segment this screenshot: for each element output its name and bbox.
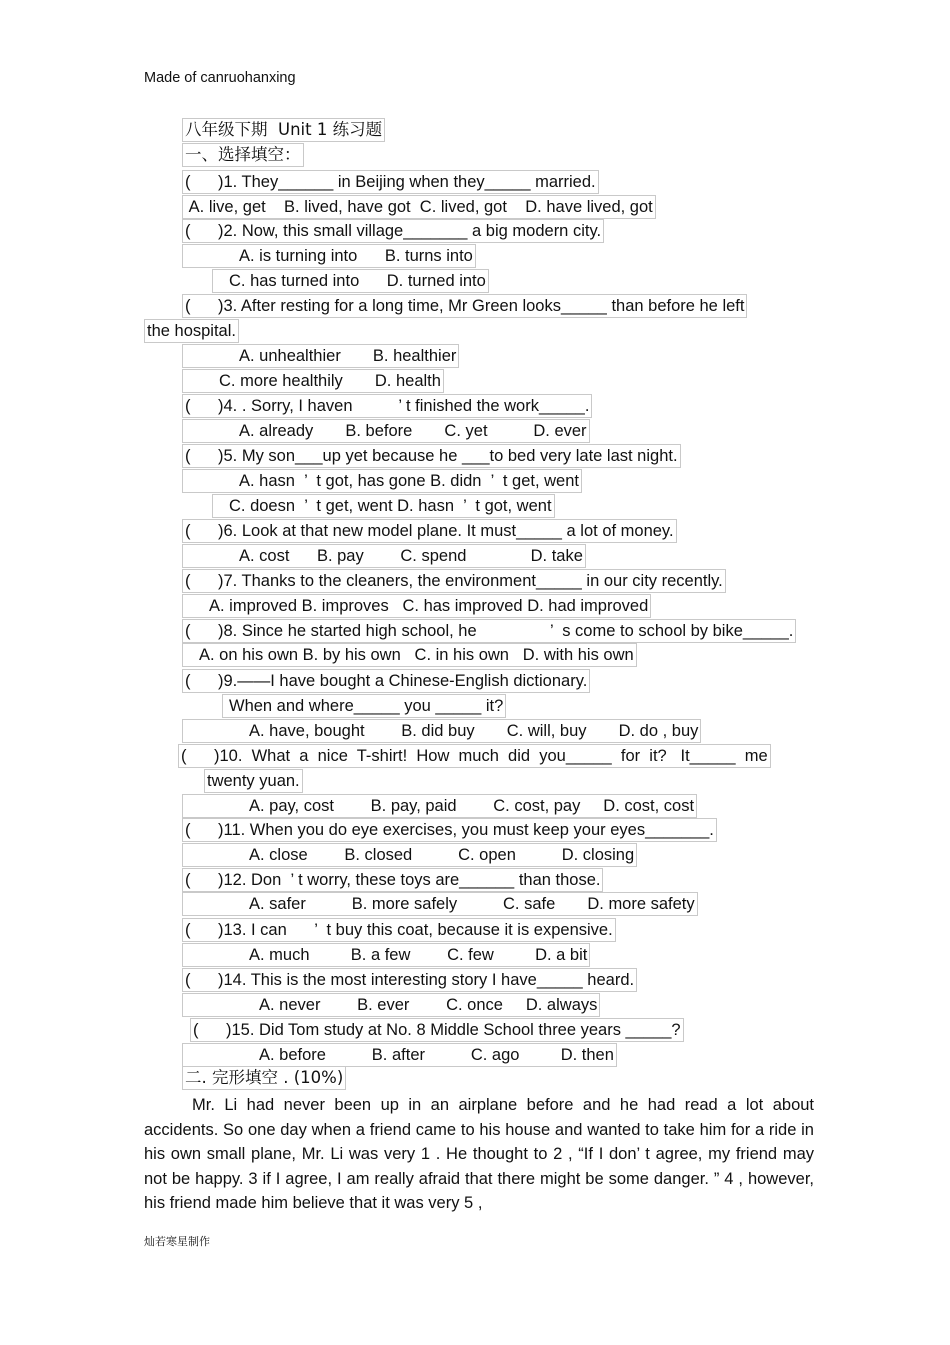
question-2-options-a: A. is turning into B. turns into [182, 244, 476, 268]
question-5-options-b: C. doesn ’ t get, went D. hasn ’ t got, went [212, 494, 555, 518]
question-10-cont: twenty yuan. [204, 769, 303, 793]
question-14-options: A. never B. ever C. once D. always [182, 993, 600, 1017]
question-3-options-b: C. more healthily D. health [182, 369, 444, 393]
section-heading-cloze: 二. 完形填空 . (10%) [182, 1066, 346, 1090]
question-1: ( )1. They______ in Beijing when they_____ married. [182, 170, 599, 194]
page-header: Made of canruohanxing [144, 70, 296, 86]
question-11: ( )11. When you do eye exercises, you must keep your eyes_______. [182, 818, 717, 842]
question-15-options: A. before B. after C. ago D. then [182, 1043, 617, 1067]
question-8: ( )8. Since he started high school, he ’ s come to school by bike_____. [182, 619, 796, 643]
question-2: ( )2. Now, this small village_______ a big modern city. [182, 219, 604, 243]
question-6: ( )6. Look at that new model plane. It must_____ a lot of money. [182, 519, 677, 543]
question-6-options: A. cost B. pay C. spend D. take [182, 544, 586, 568]
question-9: ( )9.——I have bought a Chinese-English dictionary. [182, 669, 590, 693]
question-8-options: A. on his own B. by his own C. in his own D. with his own [182, 643, 637, 667]
question-1-options: A. live, get B. lived, have got C. lived, got D. have lived, got [182, 195, 656, 219]
question-13: ( )13. I can ’ t buy this coat, because it is expensive. [182, 918, 616, 942]
question-11-options: A. close B. closed C. open D. closing [182, 843, 637, 867]
cloze-passage: Mr. Li had never been up in an airplane before and he had read a lot about accidents. So one day when a friend came to his house and wanted to take him for a ride in his own small plane, Mr. Li was very 1 . He thought to 2 , “If I don’ t agree, my friend may not be happy. 3 if I agree, I am really afraid that there might be some danger. ” 4 , however, his friend made him believe that it was very 5 , [144, 1096, 814, 1212]
question-7: ( )7. Thanks to the cleaners, the environment_____ in our city recently. [182, 569, 726, 593]
question-15: ( )15. Did Tom study at No. 8 Middle School three years _____? [190, 1018, 684, 1042]
question-10-options: A. pay, cost B. pay, paid C. cost, pay D. cost, cost [182, 794, 697, 818]
question-3-options-a: A. unhealthier B. healthier [182, 344, 459, 368]
question-4: ( )4. . Sorry, I haven ’ t finished the work_____. [182, 394, 592, 418]
question-9-cont: When and where_____ you _____ it? [222, 694, 506, 718]
question-3-cont: the hospital. [144, 319, 239, 343]
question-4-options: A. already B. before C. yet D. ever [182, 419, 590, 443]
question-3: ( )3. After resting for a long time, Mr Green looks_____ than before he left [182, 294, 747, 318]
question-12: ( )12. Don ’ t worry, these toys are______ than those. [182, 868, 603, 892]
page-footer: 灿若寒星制作 [144, 1235, 210, 1248]
question-9-options: A. have, bought B. did buy C. will, buy D. do , buy [182, 719, 701, 743]
exercise-title: 八年级下期 Unit 1 练习题 [182, 118, 385, 142]
question-13-options: A. much B. a few C. few D. a bit [182, 943, 590, 967]
question-14: ( )14. This is the most interesting story I have_____ heard. [182, 968, 637, 992]
section-heading-choice: 一、选择填空： [182, 143, 304, 167]
question-5: ( )5. My son___up yet because he ___to bed very late last night. [182, 444, 681, 468]
question-5-options-a: A. hasn ’ t got, has gone B. didn ’ t get, went [182, 469, 582, 493]
question-2-options-b: C. has turned into D. turned into [212, 269, 489, 293]
question-10: ( )10. What a nice T-shirt! How much did you_____ for it? It_____ me [178, 744, 771, 768]
question-12-options: A. safer B. more safely C. safe D. more safety [182, 892, 698, 916]
question-7-options: A. improved B. improves C. has improved D. had improved [182, 594, 651, 618]
